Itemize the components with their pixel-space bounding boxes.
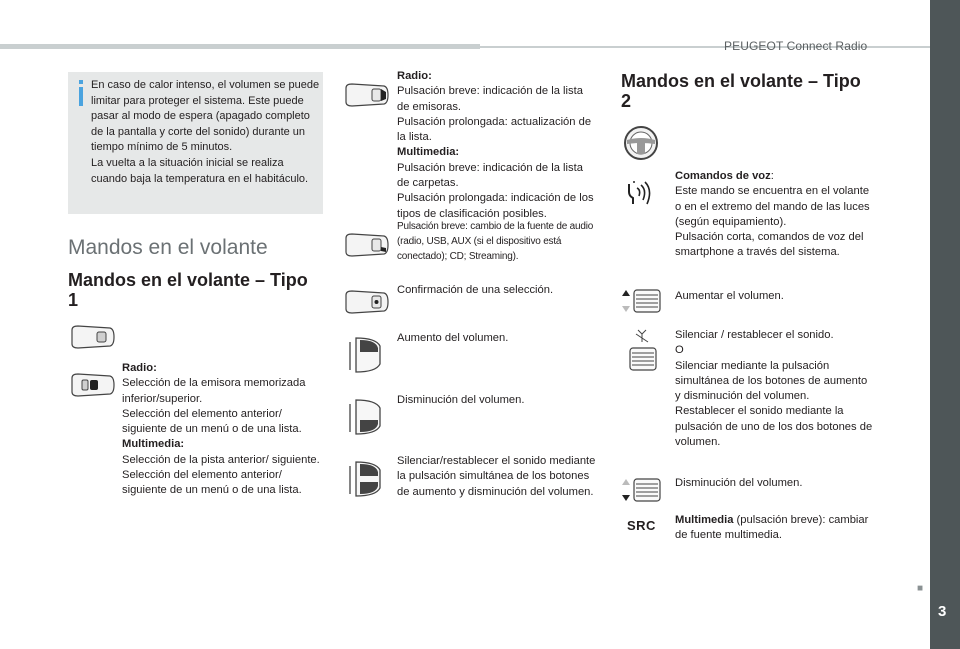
stalk-end-icon-1 xyxy=(344,82,390,108)
volume-down-wheel-icon xyxy=(620,477,664,503)
stalk-end-button-icon xyxy=(70,372,116,398)
info-note-text: En caso de calor intenso, el volumen se puede limitar para proteger el sistema. Este puede pasar al modo de espera (apagado completo de la pantalla y corte del sonido) durante un tiempo mínimo de 5 minutos. La vuelta a la situación inicial se realiza cuando baja la temperatura en el habitáculo. xyxy=(91,79,320,185)
mid-item6-text: Silenciar/restablecer el sonido mediante la pulsación simultánea de los botones de aumento y disminución del volumen. xyxy=(397,455,596,498)
type1-multimedia-text: Selección de la pista anterior/ siguiente. Selección del elemento anterior/ siguiente de un menú o de una lista. xyxy=(122,453,320,497)
steering-stalk-icon xyxy=(70,324,116,350)
mid-item4-text: Aumento del volumen. xyxy=(397,332,509,344)
stalk-end-icon-2 xyxy=(344,232,390,258)
mute-text: Silenciar / restablecer el sonido. O Silenciar mediante la pulsación simultánea de los botones de aumento y disminución del volumen. Restablecer el sonido mediante la pulsación de uno de los dos botones de volumen. xyxy=(675,329,873,449)
volume-up-wheel-icon xyxy=(620,288,664,314)
src-block xyxy=(675,513,875,544)
type1-multimedia-label: Multimedia: xyxy=(122,438,185,451)
continue-mark: ■ xyxy=(917,583,924,594)
src-label: SRC xyxy=(627,518,656,533)
volume-up-rocker-icon xyxy=(346,336,386,374)
page-number: 3 xyxy=(938,603,947,620)
voice-command-text: : Este mando se encuentra en el volante o en el extremo del mando de las luces (según equipamiento). Pulsación corta, comandos de voz del smartphone a través del sistema. xyxy=(675,170,870,259)
section-title: Mandos en el volante xyxy=(68,236,268,259)
header-rule-thick xyxy=(0,44,480,49)
mid-multimedia-text: Pulsación breve: indicación de la lista de carpetas. Pulsación prolongada: indicación de los tipos de clasificación posibles. xyxy=(397,161,594,220)
src-multimedia-label: Multimedia xyxy=(675,514,734,526)
mute-wheel-icon xyxy=(626,328,660,372)
voice-command-icon xyxy=(625,180,655,206)
page-header-title: PEUGEOT Connect Radio xyxy=(724,39,868,53)
mid-radio-label: Radio: xyxy=(397,70,432,82)
voice-command-block xyxy=(675,169,875,261)
side-strip xyxy=(930,0,960,649)
voice-command-label: Comandos de voz xyxy=(675,170,771,182)
mute-rocker-icon xyxy=(346,460,386,498)
type1-radio-block xyxy=(122,361,322,499)
type1-radio-label: Radio: xyxy=(122,362,157,374)
info-icon xyxy=(76,80,86,106)
mid-item5-text: Disminución del volumen. xyxy=(397,394,525,406)
src-multimedia-text: (pulsación breve): cambiar de fuente multimedia. xyxy=(675,514,869,542)
type1-radio-text: Selección de la emisora memorizada inferior/superior. Selección del elemento anterior/ siguiente de un menú o de una lista. xyxy=(122,377,306,436)
mid-item3-text: Confirmación de una selección. xyxy=(397,284,554,296)
volume-down-rocker-icon xyxy=(346,398,386,436)
mid-radio-text: Pulsación breve: indicación de la lista de emisoras. Pulsación prolongada: actualización de la lista. xyxy=(397,85,592,144)
mid-item1-block xyxy=(397,69,597,222)
mid-multimedia-label: Multimedia: xyxy=(397,146,460,159)
mid-item2-text: Pulsación breve: cambio de la fuente de audio (radio, USB, AUX (si el dispositivo está conectado); CD; Streaming). xyxy=(397,221,594,262)
subsection-title-type2: Mandos en el volante – Tipo 2 xyxy=(621,71,861,111)
stalk-end-icon-3 xyxy=(344,289,390,315)
steering-wheel-icon xyxy=(622,124,660,162)
subsection-title-type1: Mandos en el volante – Tipo 1 xyxy=(68,270,308,310)
volume-down-text: Disminución del volumen. xyxy=(675,477,803,489)
volume-up-text: Aumentar el volumen. xyxy=(675,290,784,302)
